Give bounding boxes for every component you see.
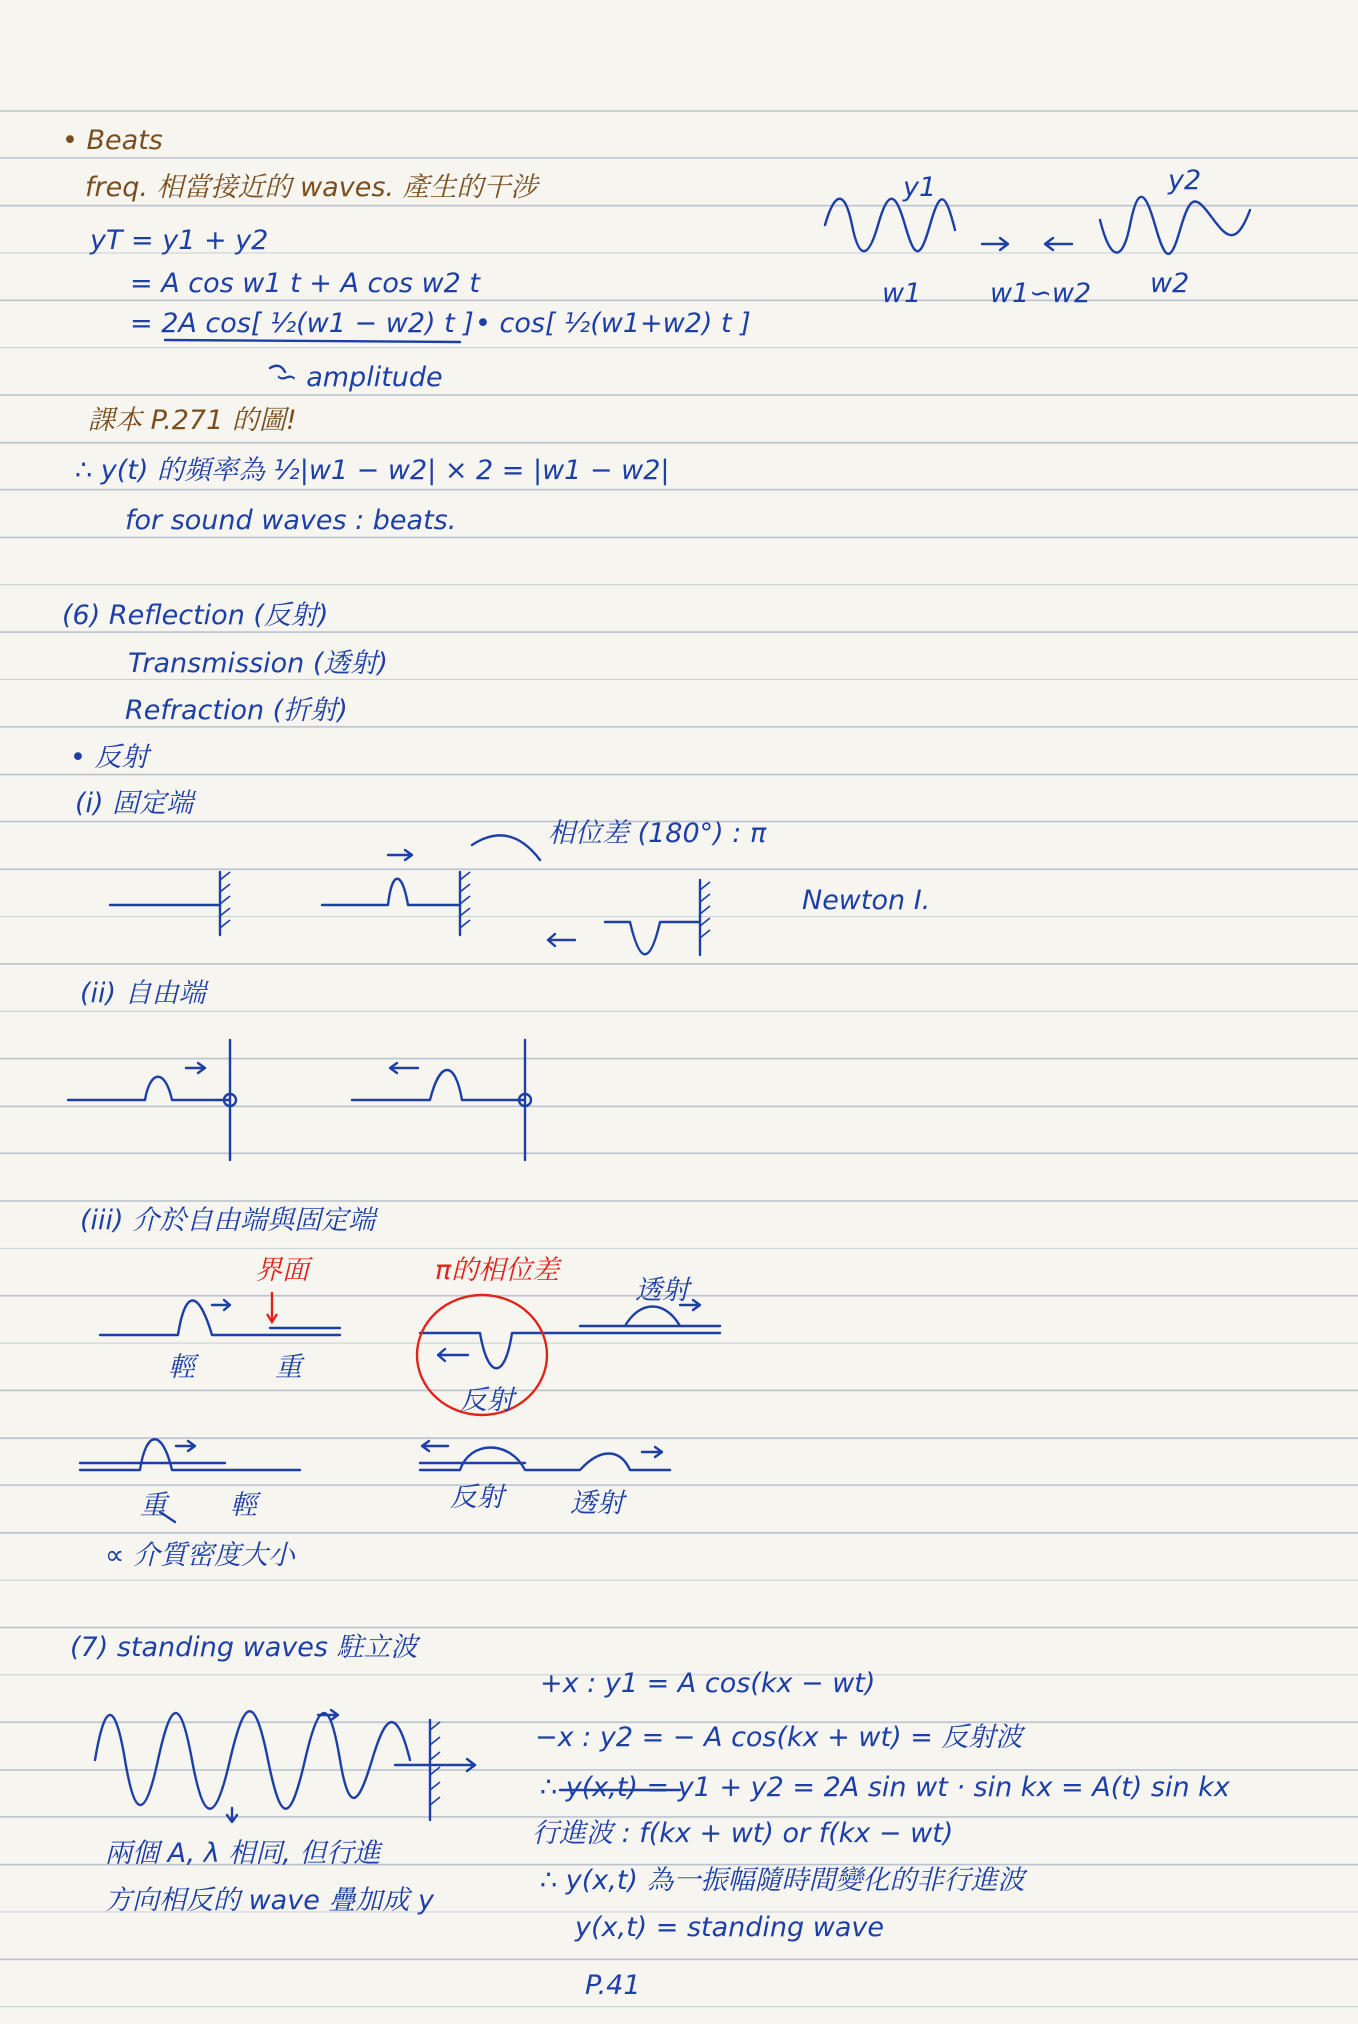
free-end-reflected: [352, 1040, 525, 1160]
standing-waves-heading: (7) standing waves 駐立波: [70, 1632, 418, 1663]
reflect-label-2: 反射: [450, 1482, 504, 1513]
reflection-heading: (6) Reflection (反射): [62, 600, 329, 631]
transmission-heading: Transmission (透射): [128, 648, 388, 679]
transmit-label-2: 透射: [570, 1488, 624, 1519]
reflected-inverted: [420, 1326, 720, 1368]
interface-label: 界面: [255, 1255, 309, 1286]
heavy-label-2: 重: [140, 1490, 167, 1521]
free-end-label: (ii) 自由端: [80, 978, 206, 1009]
reflect-transmit-pulses: [420, 1448, 670, 1471]
eq-sum: yT = y1 + y2: [90, 225, 269, 256]
note-line-1: 兩個 A, λ 相同, 但行進: [105, 1838, 381, 1869]
free-end-incident: [68, 1040, 230, 1160]
wave-y2: [1100, 197, 1250, 254]
beats-title: • Beats: [62, 125, 163, 156]
eq-superposition: ∴ y(x,t) = y1 + y2 = 2A sin wt · sin kx = A(t) sin kx: [540, 1772, 1230, 1803]
fixed-pulse-incident: [322, 872, 460, 935]
arrow-right: [982, 238, 1008, 250]
beats-intro: freq. 相當接近的 waves. 產生的干涉: [85, 172, 538, 203]
reflect-label-1: 反射: [460, 1385, 514, 1416]
wave-y1: [825, 199, 955, 252]
density-label: ∝ 介質密度大小: [105, 1540, 295, 1571]
between-label: (iii) 介於自由端與固定端: [80, 1205, 376, 1236]
eq-plus-x: +x : y1 = A cos(kx − wt): [540, 1668, 876, 1699]
arrow-left: [1045, 238, 1072, 250]
eq-minus-x: −x : y2 = − A cos(kx + wt) = 反射波: [535, 1722, 1023, 1753]
underline-amp: [165, 340, 460, 342]
frequency-line: ∴ y(t) 的頻率為 ½|w1 − w2| × 2 = |w1 − w2|: [75, 455, 670, 486]
eq-cos: = A cos w1 t + A cos w2 t: [130, 268, 480, 299]
label-y2: y2: [1168, 165, 1202, 196]
label-w1: w1: [882, 278, 922, 309]
reflection-subhead: • 反射: [70, 742, 149, 773]
label-y1: y1: [903, 172, 937, 203]
refraction-heading: Refraction (折射): [125, 695, 348, 726]
amplitude-note: ∽ amplitude: [275, 362, 443, 393]
sound-waves: for sound waves : beats.: [125, 505, 457, 536]
pi-phase-label: π的相位差: [435, 1255, 560, 1286]
eq-product-b: • cos[ ½(w1+w2) t ]: [475, 308, 751, 339]
eq-product-a: = 2A cos[ ½(w1 − w2) t ]: [130, 308, 474, 339]
fixed-pulse-reflected: [605, 880, 700, 955]
label-w2: w2: [1150, 268, 1190, 299]
phase-arc: [472, 835, 540, 860]
standing-wave-def: y(x,t) = standing wave: [575, 1912, 884, 1943]
light-label-2: 輕: [230, 1490, 257, 1521]
interface-arrow: [267, 1292, 277, 1322]
page-number: P.41: [585, 1970, 641, 2001]
note-line-2: 方向相反的 wave 疊加成 y: [105, 1885, 434, 1916]
light-label-1: 輕: [168, 1352, 195, 1383]
transmit-label-1: 透射: [635, 1275, 689, 1306]
travelling-wave-def: 行進波 : f(kx + wt) or f(kx − wt): [532, 1818, 954, 1849]
heavy-label-1: 重: [275, 1352, 302, 1383]
transmitted-pulse: [625, 1307, 680, 1327]
label-w1-w2: w1∽w2: [990, 278, 1092, 309]
fixed-end-line-1: [110, 872, 220, 935]
fixed-end-label: (i) 固定端: [75, 788, 194, 819]
textbook-ref: 課本 P.271 的圖!: [88, 405, 297, 436]
phase-label: 相位差 (180°) : π: [548, 818, 767, 849]
non-travelling-note: ∴ y(x,t) 為一振幅隨時間變化的非行進波: [540, 1865, 1025, 1896]
newton-label: Newton I.: [802, 885, 931, 916]
standing-wave: [95, 1711, 410, 1809]
